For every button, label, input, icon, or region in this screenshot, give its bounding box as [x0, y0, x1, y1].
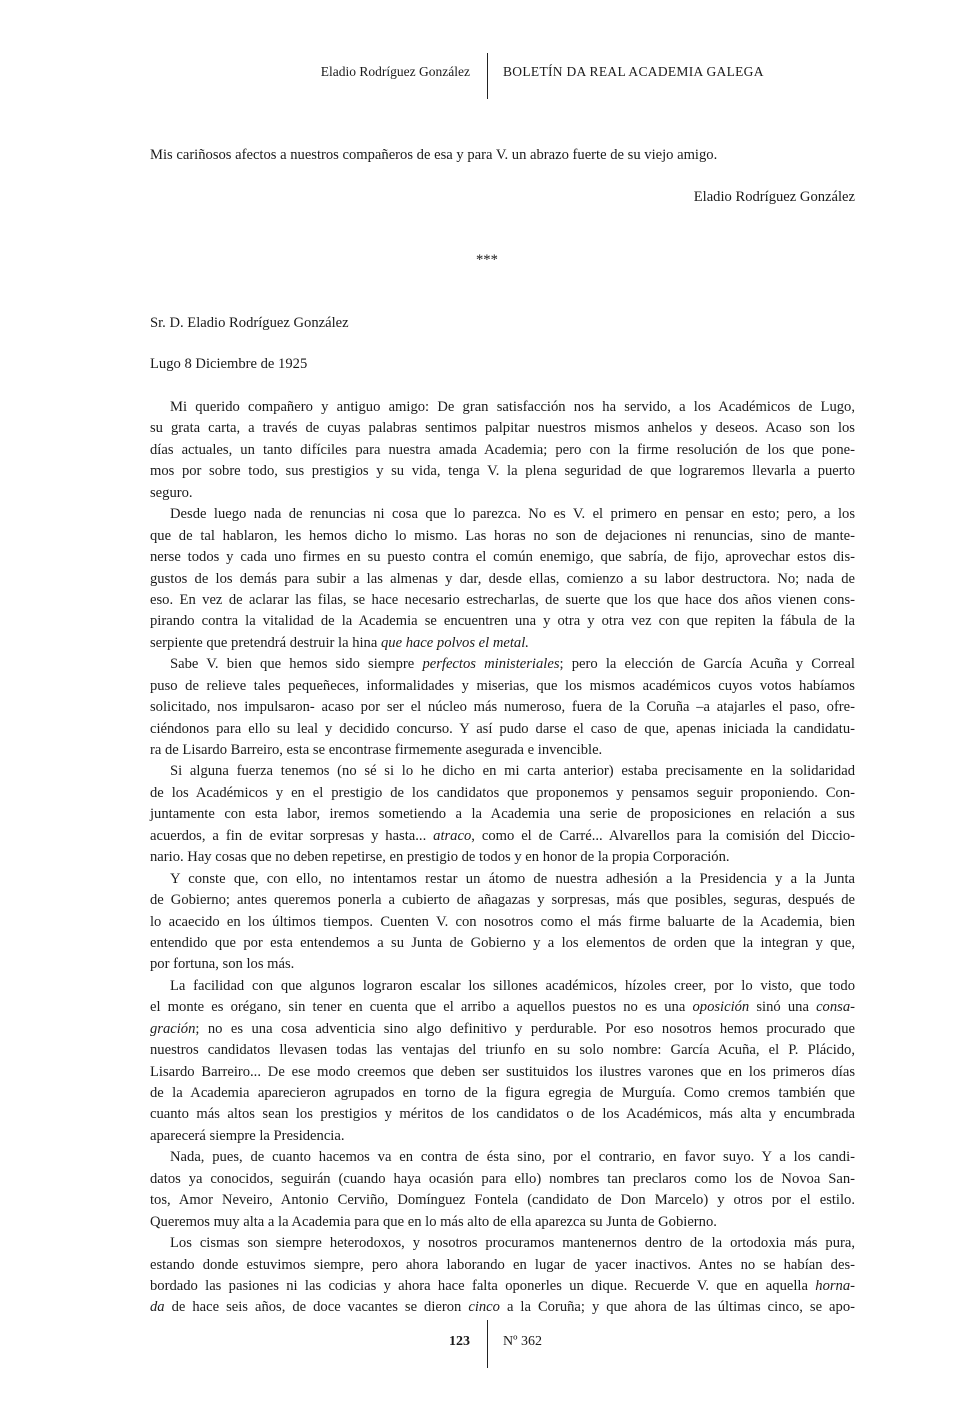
- italic-text-segment: cinco: [468, 1299, 500, 1316]
- text-line: [150, 611, 855, 632]
- text-line: [150, 1255, 855, 1276]
- paragraph: [150, 761, 855, 868]
- italic-text-segment: consa-: [816, 999, 855, 1016]
- previous-letter-signature: Eladio Rodríguez González: [693, 189, 855, 205]
- section-separator: ***: [476, 252, 498, 268]
- paragraph: [150, 869, 855, 976]
- text-segment: de la Academia aparecieron agrupados en torno de la figura egregia de Murguía. Como cremos también que: [150, 1085, 855, 1101]
- text-segment: estando donde estuvimos siempre, pero ahora laborando en lugar de yacer inactivos. Antes no se habían des-: [150, 1256, 855, 1273]
- paragraph: [150, 504, 855, 654]
- text-line: [150, 1083, 855, 1104]
- text-segment: tos, Amor Neveiro, Antonio Cerviño, Domínguez Fontela (candidato de Don Marcelo) y otros por el estilo.: [150, 1192, 855, 1209]
- text-line: [150, 526, 855, 547]
- text-line: [150, 933, 855, 954]
- text-line: [150, 1062, 855, 1083]
- text-segment: Nada, pues, de cuanto hacemos va en contra de ésta sino, por el contrario, en favor suyo. Y a los candi-: [170, 1149, 855, 1166]
- italic-text-segment: atraco: [433, 827, 472, 844]
- text-line: [150, 1147, 855, 1168]
- italic-text-segment: da: [150, 1299, 165, 1316]
- text-segment: Queremos muy alta a la Academia para que en lo más alto de ella aparezca su Junta de Gobierno.: [150, 1213, 717, 1230]
- italic-text-segment: gración: [150, 1020, 196, 1037]
- letter-date: Lugo 8 Diciembre de 1925: [150, 356, 308, 372]
- text-line: [150, 761, 855, 782]
- text-line: [150, 1019, 855, 1040]
- text-segment: de hace seis años, de doce vacantes se dieron: [164, 1299, 469, 1316]
- italic-text-segment: horna-: [815, 1277, 855, 1294]
- text-segment: de Gobierno; antes queremos ponerla a cubierto de añagazas y sorpresas, más que posibles, seguras, después de: [150, 892, 855, 909]
- text-segment: La facilidad con que algunos lograron escalar los sillones académicos, hízoles creer, por lo visto, que todo: [170, 977, 855, 994]
- text-segment: pirando contra la vitalidad de la Academia se encuentren una y otra y otra vez con que repiten la fábula de la: [150, 613, 855, 630]
- text-line: [150, 1040, 855, 1061]
- paragraph: [150, 397, 855, 504]
- text-line: [150, 869, 855, 890]
- page-number: 123: [449, 1334, 470, 1349]
- paragraph: [150, 1233, 855, 1319]
- text-segment: entendido que por esta entendemos a su Junta de Gobierno y a los elementos de orden que la integran y que,: [150, 934, 855, 951]
- text-line: [150, 783, 855, 804]
- text-line: [150, 697, 855, 718]
- text-line: [150, 483, 855, 504]
- text-line: [150, 1297, 855, 1318]
- text-segment: Y conste que, con ello, no intentamos restar un átomo de nuestra adhesión a la Presidencia y a la Junta: [170, 870, 855, 887]
- text-line: [150, 847, 855, 868]
- text-segment: ; no es una cosa adventicia sino algo definitivo y perdurable. Por eso nosotros hemos procurado que: [195, 1020, 855, 1037]
- text-line: [150, 1126, 855, 1147]
- text-line: [150, 654, 855, 675]
- issue-number: Nº 362: [503, 1334, 542, 1349]
- text-line: [150, 804, 855, 825]
- text-segment: Desde luego nada de renuncias ni cosa que lo parezca. No es V. el primero en pensar en esto; pero, a los: [170, 506, 855, 523]
- italic-text-segment: oposición: [692, 999, 750, 1016]
- header-journal: BOLETÍN DA REAL ACADEMIA GALEGA: [503, 64, 764, 79]
- text-line: [150, 740, 855, 761]
- text-line: [150, 826, 855, 847]
- italic-text-segment: perfectos ministeriales: [422, 656, 560, 673]
- text-segment: nerse todos y cada uno firmes en su puesto contra el común enemigo, que sabría, de fijo, aprovechar estos dis-: [150, 549, 855, 566]
- text-segment: que de tal hablaron, les hemos dicho lo mismo. Las horas no son de dejaciones ni renuncias, sino de mante-: [150, 527, 855, 544]
- paragraph: [150, 1147, 855, 1233]
- text-segment: ; pero la elección de García Acuña y Correal: [559, 656, 855, 673]
- paragraph: [150, 654, 855, 761]
- text-segment: a la Coruña; y que ahora de las últimas cinco, se apo-: [499, 1299, 855, 1316]
- text-line: [150, 1212, 855, 1233]
- text-segment: por fortuna, son los más.: [150, 956, 295, 973]
- paragraph: [150, 976, 855, 1148]
- text-segment: Lisardo Barreiro... De ese modo creemos que deben ser sustituidos los ilustres varones que en los primeros días: [150, 1063, 855, 1080]
- text-segment: serpiente que pretendrá destruir la hina: [150, 634, 381, 651]
- footer-divider: [487, 1320, 488, 1368]
- text-line: [150, 1276, 855, 1297]
- text-line: [150, 1104, 855, 1125]
- text-segment: mos por sobre todo, sus prestigios y su vida, tenga V. la plena seguridad de que lograremos llevarla a puerto: [150, 463, 855, 480]
- text-line: [150, 719, 855, 740]
- letter-body: [150, 397, 855, 1319]
- text-line: [150, 890, 855, 911]
- text-segment: datos ya conocidos, seguirán (cuando haya ocasión para ello) nombres tan preclaros como los de Novoa San-: [150, 1170, 855, 1187]
- text-segment: seguro.: [150, 484, 193, 501]
- text-segment: puso de relieve tales pequeñeces, informalidades y miserias, que los mismos académicos cuyos votos habíamos: [150, 677, 855, 694]
- letter-addressee: Sr. D. Eladio Rodríguez González: [150, 315, 349, 331]
- text-segment: eso. En vez de aclarar las filas, se hace necesario estrecharlas, de suerte que los que hace dos años vienen cons-: [150, 591, 855, 608]
- previous-letter-closing: Mis cariñosos afectos a nuestros compañeros de esa y para V. un abrazo fuerte de su viejo amigo.: [150, 147, 718, 163]
- text-segment: su grata carta, a través de cuyas palabras sentimos palpitar nuestros mismos anhelos y deseos. Acaso son los: [150, 420, 855, 437]
- text-line: [150, 590, 855, 611]
- text-segment: ciéndonos para ello su leal y decidido concurso. Y así pudo darse el caso de que, apenas iniciada la candidatu-: [150, 720, 855, 737]
- text-segment: Mi querido compañero y antiguo amigo: De gran satisfacción nos ha servido, a los Académicos de Lugo,: [170, 399, 855, 415]
- text-line: [150, 976, 855, 997]
- text-segment: , como el de Carré... Alvarellos para la comisión del Diccio-: [471, 827, 855, 844]
- text-line: [150, 676, 855, 697]
- text-segment: nario. Hay cosas que no deben repetirse, en prestigio de todos y en honor de la propia Corporación.: [150, 849, 730, 866]
- text-line: [150, 397, 855, 418]
- text-segment: aparecerá siempre la Presidencia.: [150, 1127, 345, 1144]
- text-segment: sinó una: [749, 999, 817, 1016]
- header-divider: [487, 53, 488, 99]
- text-segment: acuerdos, a fin de evitar sorpresas y hasta...: [150, 827, 434, 844]
- text-line: [150, 461, 855, 482]
- text-segment: solicitado, nos impulsaron- acaso por ser el núcleo más numeroso, fuera de la Coruña –a atajarles el paso, ofre-: [150, 699, 855, 716]
- text-segment: bordado las pasiones ni las codicias y ahora hace falta oponerles un dique. Recuerde V. que en aquella: [150, 1277, 816, 1294]
- italic-text-segment: que hace polvos el metal.: [380, 634, 529, 651]
- text-segment: ra de Lisardo Barreiro, esta se encontrase firmemente asegurada e invencible.: [150, 742, 603, 758]
- text-segment: el monte es orégano, sin tener en cuenta que el arribo a aquellos puestos no es una: [150, 999, 693, 1016]
- text-line: [150, 954, 855, 975]
- header-author: Eladio Rodríguez González: [320, 64, 470, 79]
- text-segment: lo acaecido en los últimos tiempos. Cuenten V. con nosotros como el más firme baluarte de la Academia, bien: [150, 913, 855, 930]
- text-segment: gustos de los demás para subir a las almenas y dar, desde ellas, comienzo a su labor destructora. No; nada de: [150, 570, 855, 587]
- text-line: [150, 1169, 855, 1190]
- text-segment: de los Académicos y en el prestigio de los candidatos que proponemos y pensamos seguir proponiendo. Con-: [150, 784, 855, 801]
- text-segment: nuestros candidatos llevasen todas las ventajas del triunfo en su solo nombre: García Acuña, el P. Plácido,: [150, 1042, 855, 1059]
- text-line: [150, 547, 855, 568]
- text-segment: Los cismas son siempre heterodoxos, y nosotros procuramos mantenernos dentro de la ortodoxia más pura,: [170, 1235, 855, 1252]
- text-line: [150, 440, 855, 461]
- text-segment: días actuales, un tanto difíciles para nuestra amada Academia; pero con la firme resolución de los que pone-: [150, 441, 855, 458]
- text-segment: Si alguna fuerza tenemos (no sé si lo he dicho en mi carta anterior) estaba precisamente en la solidaridad: [170, 763, 855, 780]
- text-segment: Sabe V. bien que hemos sido siempre: [170, 656, 423, 673]
- text-segment: cuanto más altos sean los prestigios y méritos de los candidatos o de los Académicos, más alta y encumbrada: [150, 1106, 855, 1123]
- text-line: [150, 418, 855, 439]
- text-line: [150, 633, 855, 654]
- text-line: [150, 1233, 855, 1254]
- text-line: [150, 1190, 855, 1211]
- text-line: [150, 569, 855, 590]
- text-line: [150, 504, 855, 525]
- text-segment: juntamente con esta labor, iremos sometiendo a la Academia una serie de proposiciones en relación a sus: [150, 806, 855, 823]
- text-line: [150, 912, 855, 933]
- text-line: [150, 997, 855, 1018]
